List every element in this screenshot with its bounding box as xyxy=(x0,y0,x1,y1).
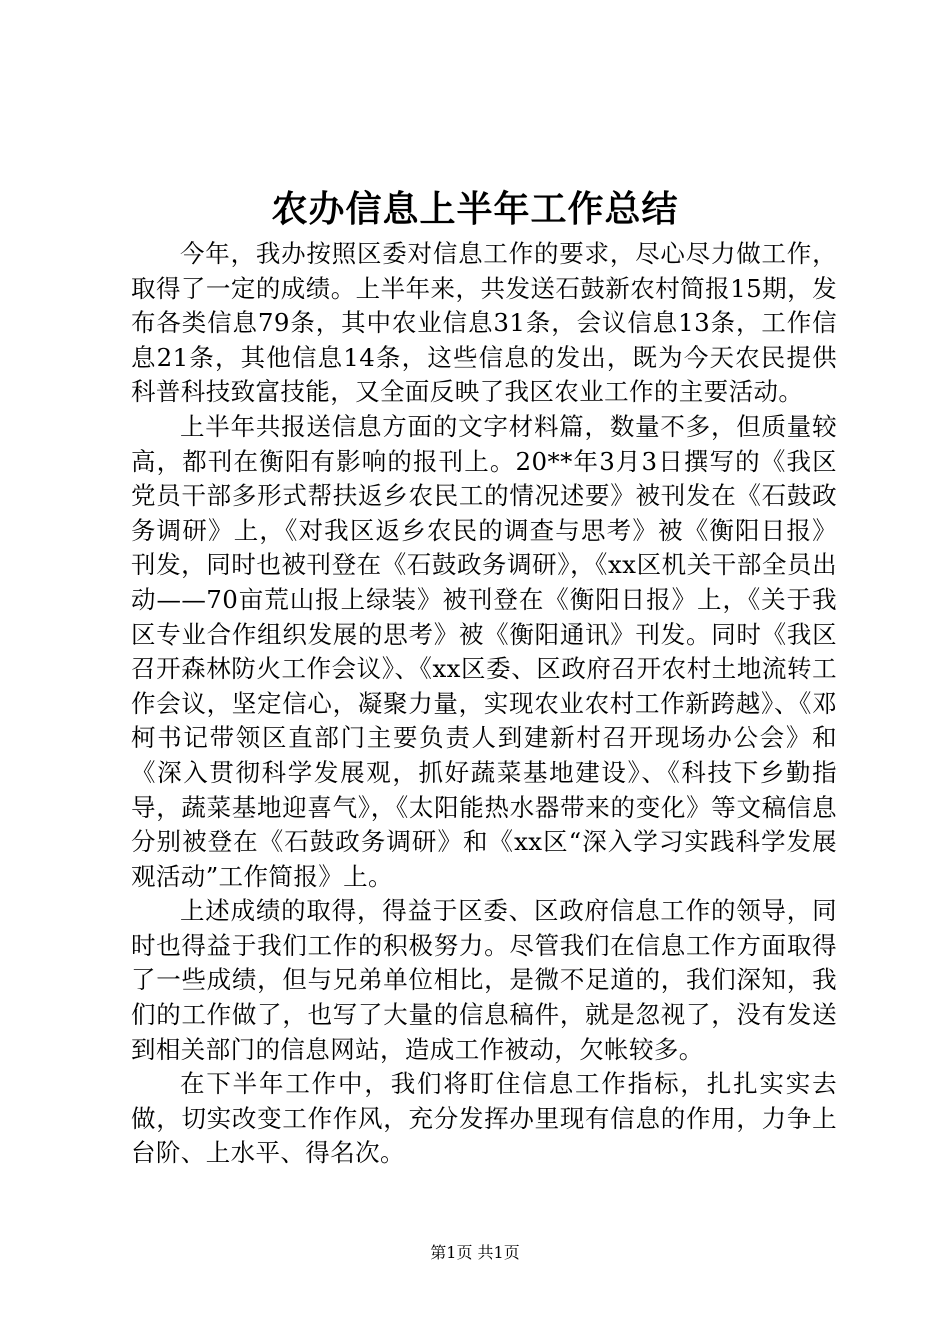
document-body xyxy=(131,237,837,1171)
document-title: 农办信息上半年工作总结 xyxy=(271,188,679,230)
page-number-footer: 第1页 共1页 xyxy=(430,1243,520,1262)
paragraph-3: 上述成绩的取得，得益于区委、区政府信息工作的领导，同时也得益于我们工作的积极努力。尽管我们在信息工作方面取得了一些成绩，但与兄弟单位相比，是微不足道的，我们深知，我们的工作做了，也写了大量的信息稿件，就是忽视了，没有发送到相关部门的信息网站，造成工作被动，欠帐较多。 xyxy=(131,896,837,1064)
paragraph-1: 今年，我办按照区委对信息工作的要求，尽心尽力做工作，取得了一定的成绩。上半年来，共发送石鼓新农村简报15期，发布各类信息79条，其中农业信息31条，会议信息13条，工作信息21条，其他信息14条，这些信息的发出，既为今天农民提供科普科技致富技能，又全面反映了我区农业工作的主要活动。 xyxy=(131,239,837,407)
paragraph-4: 在下半年工作中，我们将盯住信息工作指标，扎扎实实去做，切实改变工作作风，充分发挥办里现有信息的作用，力争上台阶、上水平、得名次。 xyxy=(131,1069,837,1168)
paragraph-2: 上半年共报送信息方面的文字材料篇，数量不多，但质量较高，都刊在衡阳有影响的报刊上。20**年3月3日撰写的《我区党员干部多形式帮扶返乡农民工的情况述要》被刊发在《石鼓政务调研》上，《对我区返乡农民的调查与思考》被《衡阳日报》刊发，同时也被刊登在《石鼓政务调研》，《xx区机关干部全员出动——70亩荒山报上绿装》被刊登在《衡阳日报》上，《关于我区专业合作组织发展的思考》被《衡阳通讯》刊发。同时《我区召开森林防火工作会议》、《xx区委、区政府召开农村土地流转工作会议，坚定信心，凝聚力量，实现农业农村工作新跨越》、《邓柯书记带领区直部门主要负责人到建新村召开现场办公会》和《深入贯彻科学发展观，抓好蔬菜基地建设》、《科技下乡勤指导，蔬菜基地迎喜气》，《太阳能热水器带来的变化》等文稿信息分别被登在《石鼓政务调研》和《xx区“深入学习实践科学发展观活动”工作简报》上。 xyxy=(131,411,837,891)
